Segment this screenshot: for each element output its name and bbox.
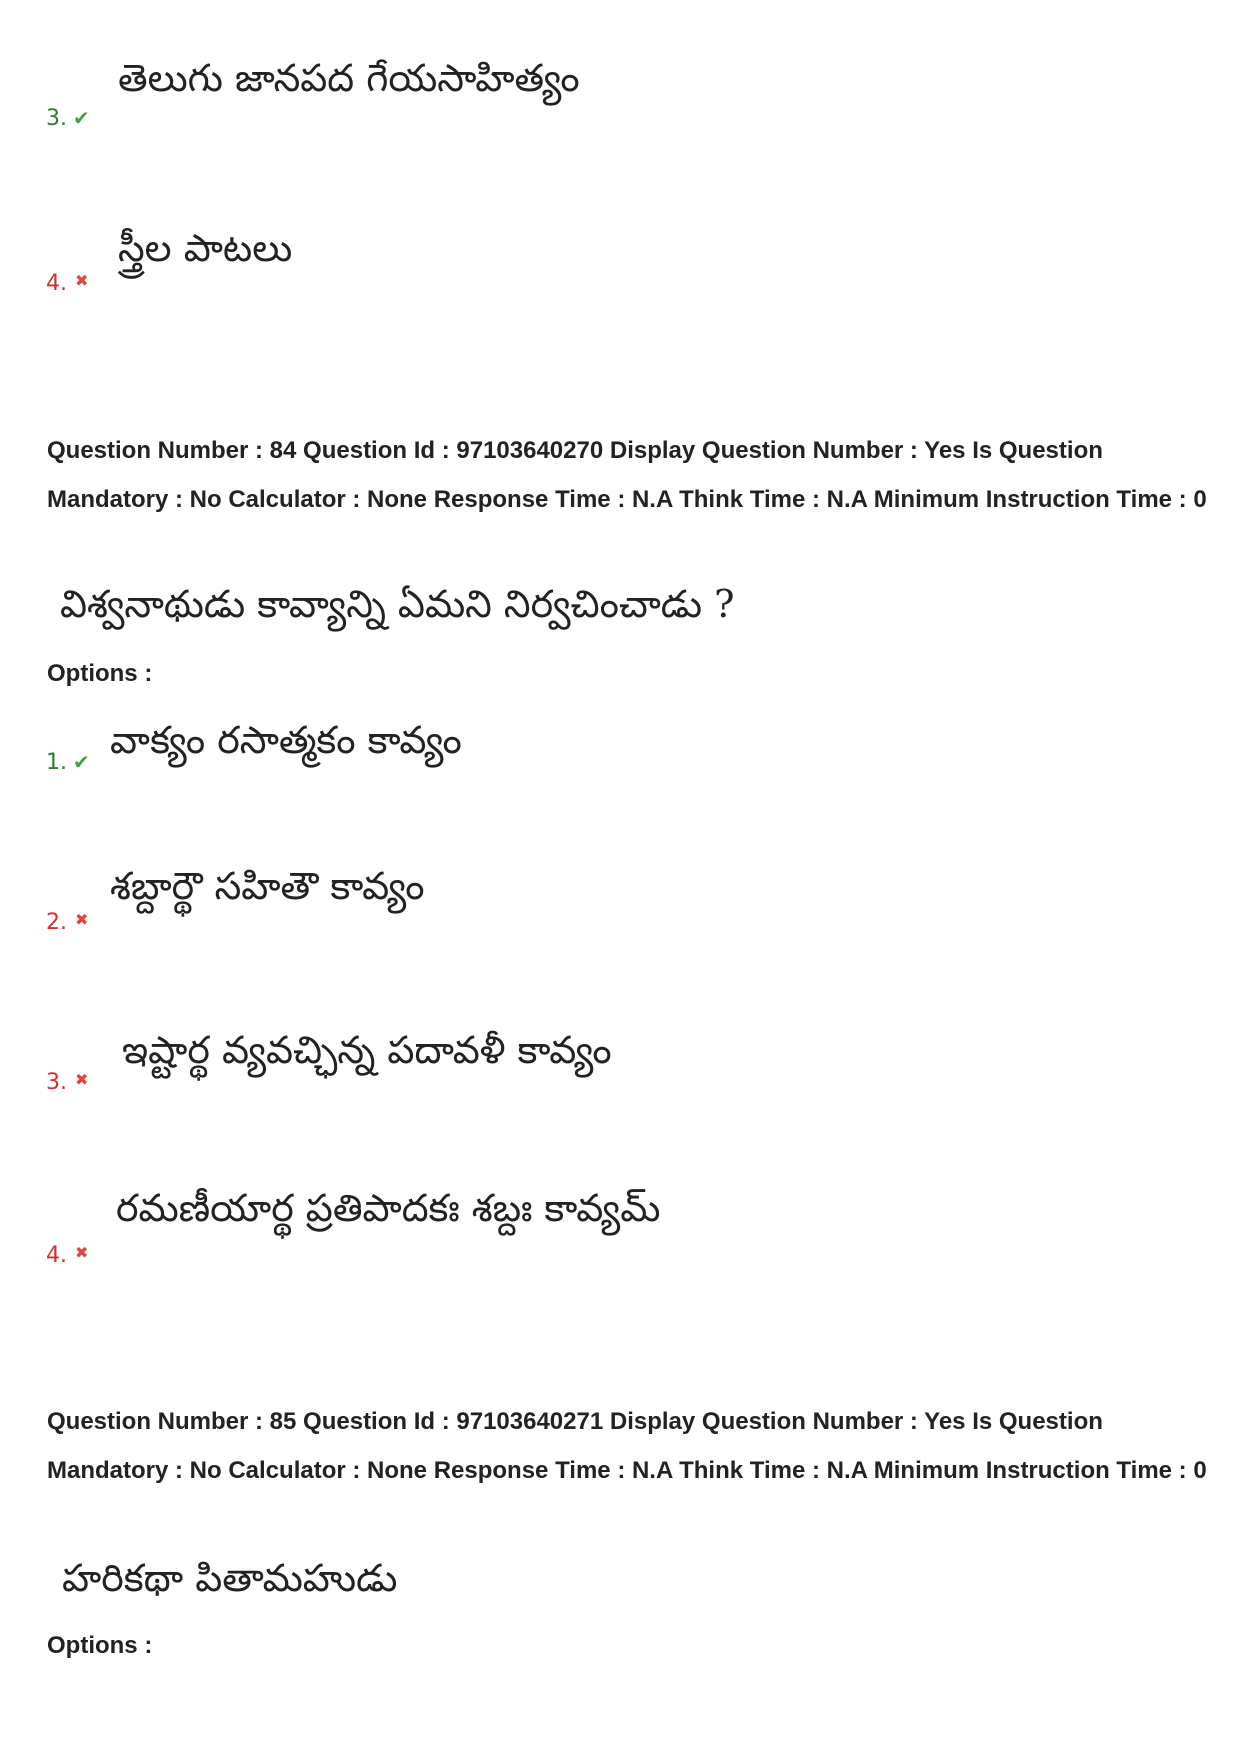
option-text: వాక్యం రసాత్మకం కావ్యం — [110, 718, 462, 762]
option-number-label: 1. — [46, 750, 67, 775]
cross-icon: ✖ — [75, 1070, 89, 1089]
cross-icon: ✖ — [75, 271, 89, 290]
question-text: విశ్వనాథుడు కావ్యాన్ని ఏమని నిర్వచించాడు ? — [60, 582, 735, 626]
option-number — [46, 1243, 88, 1268]
option-number — [46, 1070, 88, 1095]
option-number-label: 3. — [46, 106, 67, 131]
option-number-label: 3. — [46, 1070, 67, 1095]
option-number — [46, 750, 90, 775]
option-text: తెలుగు జానపద గేయసాహిత్యం — [118, 56, 580, 100]
question-meta: Question Number : 85 Question Id : 97103640271 Display Question Number : Yes Is Question Mandatory : No Calculator : None Response Time : N.A Think Time : N.A Minimum Instruction Time : 0 — [47, 1408, 1207, 1484]
option-text: శబ్దార్థౌ సహితౌ కావ్యం — [110, 864, 425, 908]
option-text: రమణీయార్థ ప్రతిపాదకః శబ్దః కావ్యమ్ — [116, 1186, 661, 1230]
check-icon: ✔ — [73, 750, 90, 774]
option-number-label: 4. — [46, 1243, 67, 1268]
option-number — [46, 106, 90, 131]
question-text: హరికథా పితామహుడు — [62, 1556, 398, 1600]
option-number — [46, 271, 88, 296]
option-text: ఇష్టార్థ వ్యవచ్ఛిన్న పదావళీ కావ్యం — [122, 1028, 612, 1072]
option-number-label: 2. — [46, 910, 67, 935]
option-text: స్త్రీల పాటలు — [118, 226, 293, 270]
options-label: Options : — [47, 660, 153, 687]
check-icon: ✔ — [73, 106, 90, 130]
option-number — [46, 910, 88, 935]
question-meta: Question Number : 84 Question Id : 97103640270 Display Question Number : Yes Is Question Mandatory : No Calculator : None Response Time : N.A Think Time : N.A Minimum Instruction Time : 0 — [47, 437, 1207, 513]
options-label: Options : — [47, 1632, 153, 1659]
cross-icon: ✖ — [75, 1243, 89, 1262]
cross-icon: ✖ — [75, 910, 89, 929]
option-number-label: 4. — [46, 271, 67, 296]
